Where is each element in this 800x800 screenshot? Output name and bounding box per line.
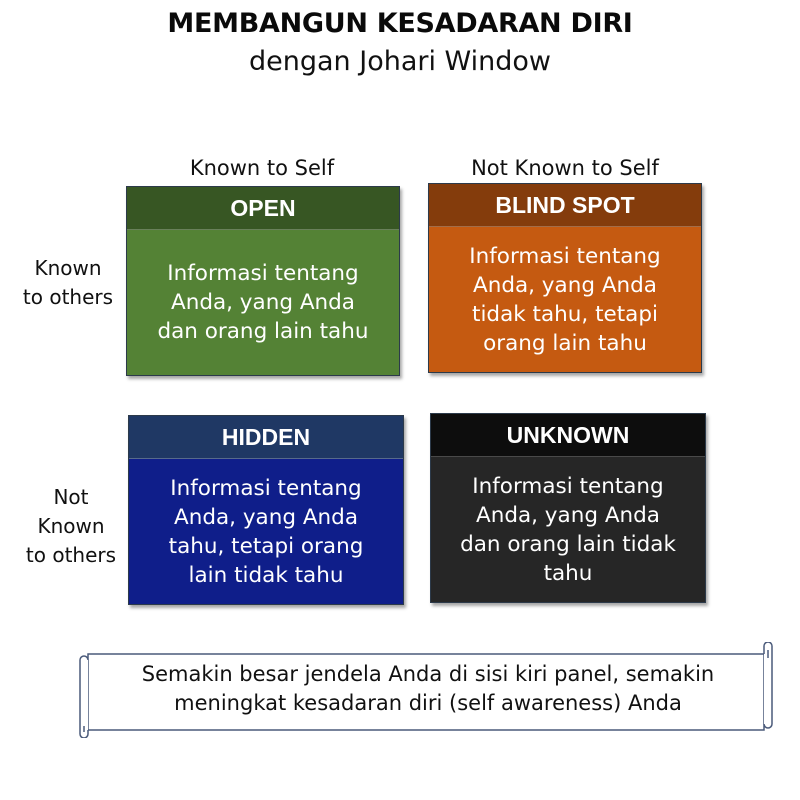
quadrant-open-text-line: Anda, yang Anda xyxy=(170,290,355,315)
quadrant-open-header: OPEN xyxy=(127,187,399,230)
row-label-line: to others xyxy=(25,543,117,567)
footer-text xyxy=(92,660,764,718)
column-label-not-known-to-self: Not Known to Self xyxy=(471,156,659,180)
quadrant-open-body xyxy=(127,230,399,375)
row-label-line: to others xyxy=(22,285,114,309)
footer-scroll-banner xyxy=(76,642,776,738)
quadrant-unknown-text-line: Anda, yang Anda xyxy=(475,502,660,528)
page-title: MEMBANGUN KESADARAN DIRI xyxy=(167,8,633,39)
row-label-line: Known xyxy=(34,256,102,280)
quadrant-hidden-body xyxy=(129,459,403,604)
quadrant-hidden-text-line: Anda, yang Anda xyxy=(174,504,358,530)
quadrant-hidden-text-line: Informasi tentang xyxy=(170,475,362,501)
column-label-known-to-self: Known to Self xyxy=(189,156,335,180)
quadrant-open-text-line: dan orang lain tahu xyxy=(157,319,369,344)
quadrant-unknown-header: UNKNOWN xyxy=(431,414,705,457)
quadrant-hidden xyxy=(128,415,404,605)
footer-text-line: Semakin besar jendela Anda di sisi kiri panel, semakin xyxy=(141,662,715,686)
quadrant-blind-spot-body xyxy=(429,227,701,372)
quadrant-blind-spot-header: BLIND SPOT xyxy=(429,184,701,227)
quadrant-hidden-text-line: tahu, tetapi orang xyxy=(168,533,364,559)
quadrant-hidden-text-line: lain tidak tahu xyxy=(188,562,344,588)
quadrant-unknown-text-line: dan orang lain tidak xyxy=(460,531,676,557)
page-subtitle: dengan Johari Window xyxy=(248,46,552,77)
quadrant-open xyxy=(126,186,400,376)
quadrant-open-text-line: Informasi tentang xyxy=(167,261,359,286)
footer-text-line: meningkat kesadaran diri (self awareness) Anda xyxy=(174,691,682,715)
quadrant-blind-spot xyxy=(428,183,702,373)
row-label-known-to-others xyxy=(8,254,128,312)
quadrant-blind-spot-text-line: Anda, yang Anda xyxy=(472,272,657,298)
quadrant-unknown-text-line: tahu xyxy=(543,560,593,586)
quadrant-blind-spot-text-line: Informasi tentang xyxy=(469,243,661,269)
quadrant-unknown-text-line: Informasi tentang xyxy=(472,473,664,499)
row-label-not-known-to-others xyxy=(10,483,132,570)
quadrant-hidden-header: HIDDEN xyxy=(129,416,403,459)
quadrant-unknown-body xyxy=(431,457,705,602)
row-label-line: Known xyxy=(37,514,105,538)
quadrant-blind-spot-text-line: orang lain tahu xyxy=(483,330,647,356)
quadrant-blind-spot-text-line: tidak tahu, tetapi xyxy=(472,301,658,327)
quadrant-unknown xyxy=(430,413,706,603)
row-label-line: Not xyxy=(53,485,89,509)
